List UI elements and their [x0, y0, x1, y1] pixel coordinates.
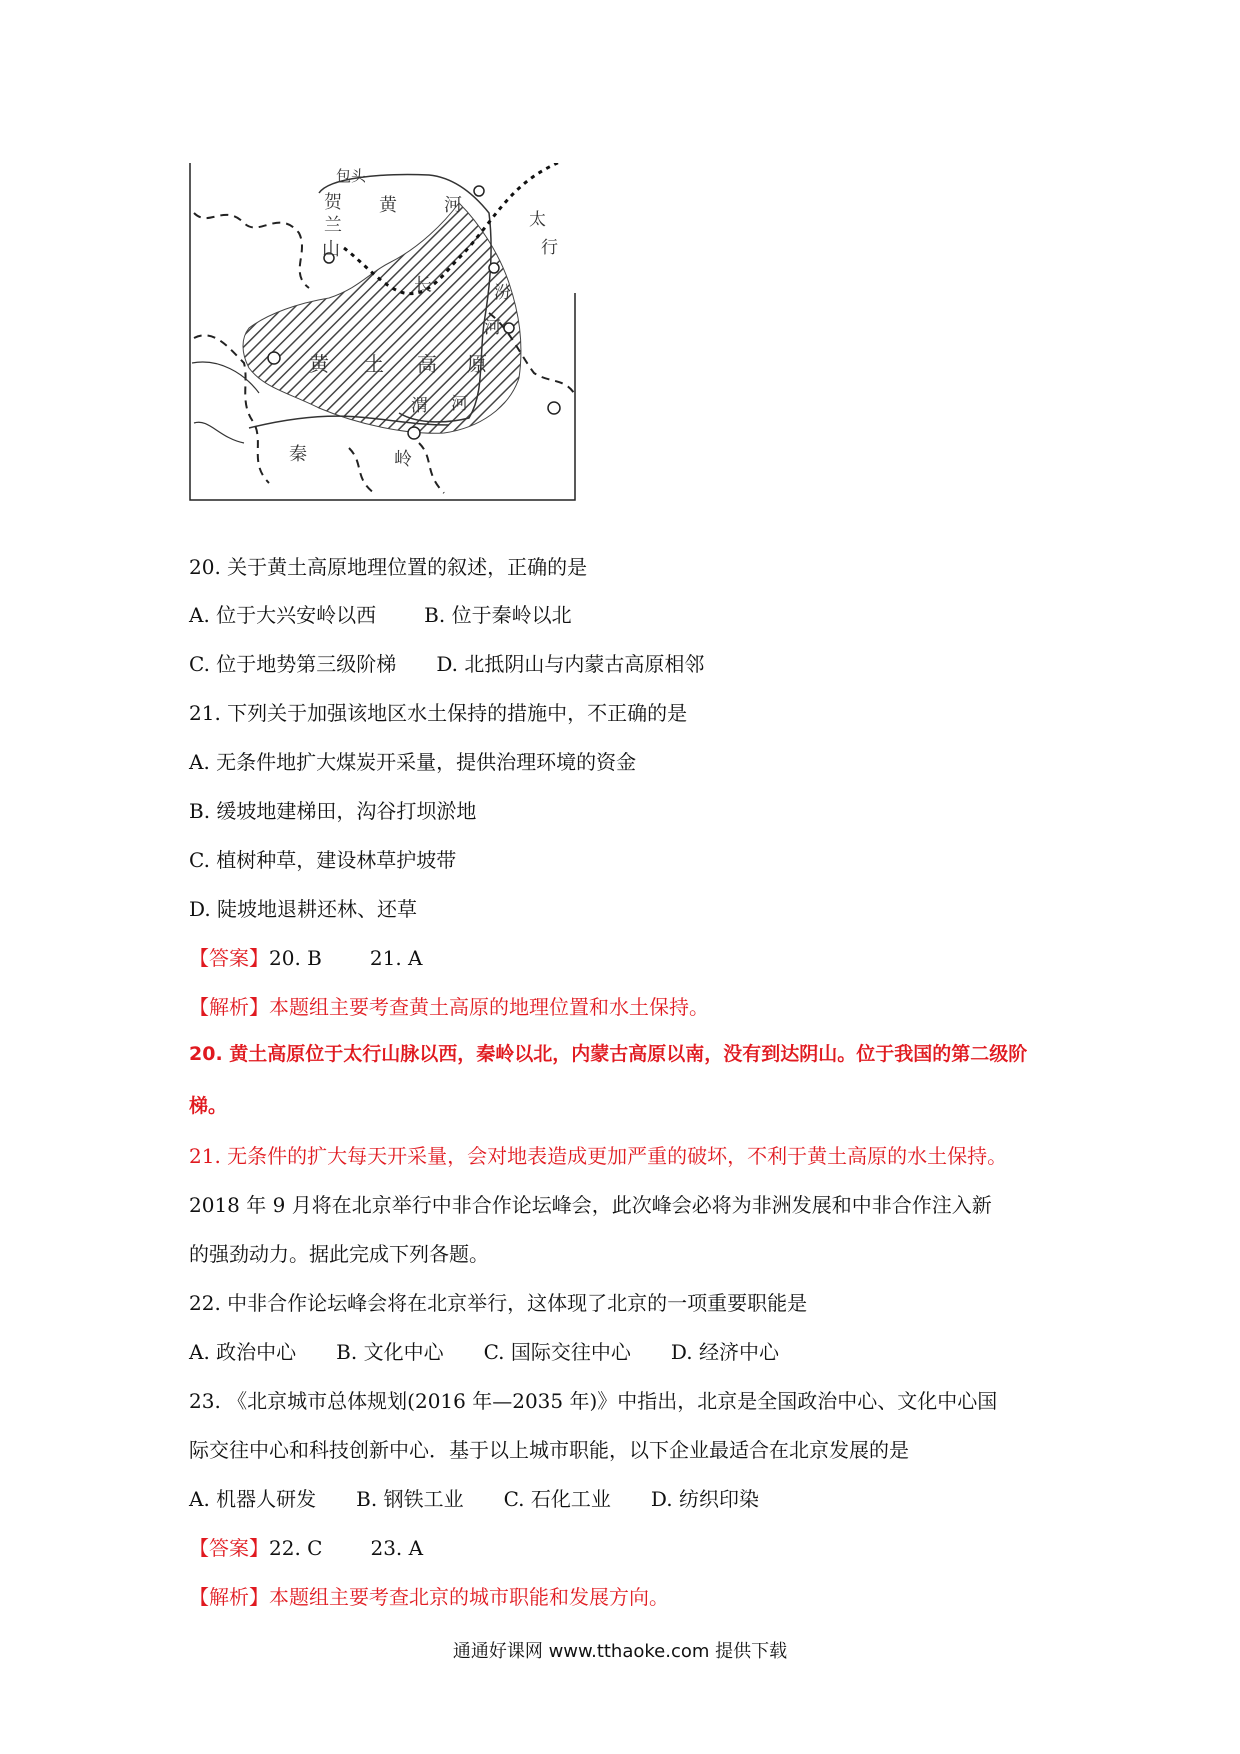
explanation-label-2: 【解析】: [189, 1585, 269, 1609]
q20-stem: 20. 关于黄土高原地理位置的叙述，正确的是: [189, 555, 588, 579]
q23-option-a: A. 机器人研发: [189, 1487, 317, 1511]
intro-line-1: 2018 年 9 月将在北京举行中非合作论坛峰会，此次峰会必将为非洲发展和中非合作注入新: [189, 1193, 992, 1217]
map-label-plateau-1: 黄: [309, 352, 329, 376]
q22-option-c: C. 国际交往中心: [483, 1340, 631, 1364]
intro-line-2: 的强劲动力。据此完成下列各题。: [189, 1242, 489, 1266]
q20-option-d: D. 北抵阴山与内蒙古高原相邻: [436, 652, 705, 676]
explanation-text: 本题组主要考查黄土高原的地理位置和水土保持。: [269, 995, 709, 1019]
q21-option-b: B. 缓坡地建梯田，沟谷打坝淤地: [189, 799, 477, 823]
map-label-huang: 黄: [379, 195, 397, 216]
map-label-fen-2: 河: [484, 318, 501, 338]
answer-label: 【答案】: [189, 946, 269, 970]
q21-option-a: A. 无条件地扩大煤炭开采量，提供治理环境的资金: [189, 750, 637, 774]
q23-option-b: B. 钢铁工业: [356, 1487, 464, 1511]
city-marker-north: [489, 263, 499, 273]
map-label-wei-1: 渭: [411, 396, 428, 416]
explanation-block-2: [189, 1583, 669, 1611]
map-label-chang: 长: [414, 275, 432, 296]
q20-options-row2: [189, 650, 704, 678]
q20-option-a: A. 位于大兴安岭以西: [189, 603, 377, 627]
q22-option-a: A. 政治中心: [189, 1340, 297, 1364]
province-boundary-1: [194, 213, 309, 288]
city-marker-xian: [408, 427, 420, 439]
map-label-he: 贺: [324, 192, 342, 213]
plateau-region: [243, 203, 521, 433]
answer-block-1: [189, 944, 422, 972]
q23-stem-line2: 际交往中心和科技创新中心．基于以上城市职能，以下企业最适合在北京发展的是: [189, 1438, 909, 1462]
city-marker-east: [548, 402, 560, 414]
coast-line: [192, 362, 259, 443]
q21-stem: 21. 下列关于加强该地区水土保持的措施中，不正确的是: [189, 701, 688, 725]
map-label-fen-1: 汾: [494, 283, 511, 303]
map-label-lan: 兰: [324, 215, 342, 236]
q21-option-c: C. 植树种草，建设林草护坡带: [189, 848, 457, 872]
answer-q22: 22. C: [269, 1536, 323, 1560]
q21-option-d: D. 陡坡地退耕还林、还草: [189, 897, 418, 921]
explanation-21: 21. 无条件的扩大每天开采量，会对地表造成更加严重的破坏，不利于黄土高原的水土保持。: [189, 1144, 1008, 1168]
q20-option-c: C. 位于地势第三级阶梯: [189, 652, 397, 676]
q23-option-c: C. 石化工业: [503, 1487, 611, 1511]
answer-q23: 23. A: [370, 1536, 424, 1560]
page-footer: 通通好课网 www.tthaoke.com 提供下载: [452, 1641, 788, 1662]
q22-options: [189, 1338, 779, 1366]
map-label-qin: 秦: [289, 444, 307, 465]
q22-stem: 22. 中非合作论坛峰会将在北京举行，这体现了北京的一项重要职能是: [189, 1291, 808, 1315]
q20-options-row1: [189, 601, 572, 629]
map-label-baotou: 包头: [336, 167, 367, 185]
explanation-label: 【解析】: [189, 995, 269, 1019]
city-marker-baotou: [474, 186, 484, 196]
explanation-text-2: 本题组主要考查北京的城市职能和发展方向。: [269, 1585, 669, 1609]
explanation-20-line1: 20. 黄土高原位于太行山脉以西，秦岭以北，内蒙古高原以南，没有到达阴山。位于我国的第二级阶: [189, 1043, 1028, 1065]
answer-block-2: [189, 1534, 423, 1562]
answer-q21: 21. A: [369, 946, 423, 970]
q22-option-b: B. 文化中心: [336, 1340, 444, 1364]
city-marker-taiyuan: [504, 323, 514, 333]
explanation-block-1: [189, 993, 709, 1021]
city-marker-lanzhou: [268, 352, 280, 364]
q22-option-d: D. 经济中心: [670, 1340, 779, 1364]
q23-stem-line1: 23. 《北京城市总体规划(2016 年—2035 年)》中指出，北京是全国政治中心、文化中心国: [189, 1389, 998, 1413]
q23-options: [189, 1485, 759, 1513]
map-label-wei-2: 河: [451, 394, 468, 414]
q23-option-d: D. 纺织印染: [650, 1487, 759, 1511]
map-label-ling: 岭: [394, 449, 412, 470]
loess-plateau-map: [189, 163, 579, 503]
map-svg: [189, 163, 579, 503]
answer-label-2: 【答案】: [189, 1536, 269, 1560]
map-label-taihang-2: 行: [541, 238, 558, 258]
map-label-taihang-1: 太: [529, 210, 546, 230]
map-label-plateau-2: 土: [364, 352, 384, 376]
q20-option-b: B. 位于秦岭以北: [424, 603, 572, 627]
map-label-shan: 山: [322, 239, 340, 260]
map-label-river-he: 河: [444, 195, 462, 216]
map-label-plateau-3: 高: [417, 352, 437, 376]
answer-q20: 20. B: [269, 946, 322, 970]
explanation-20-line2: 梯。: [189, 1095, 228, 1117]
map-label-plateau-4: 原: [467, 352, 487, 376]
